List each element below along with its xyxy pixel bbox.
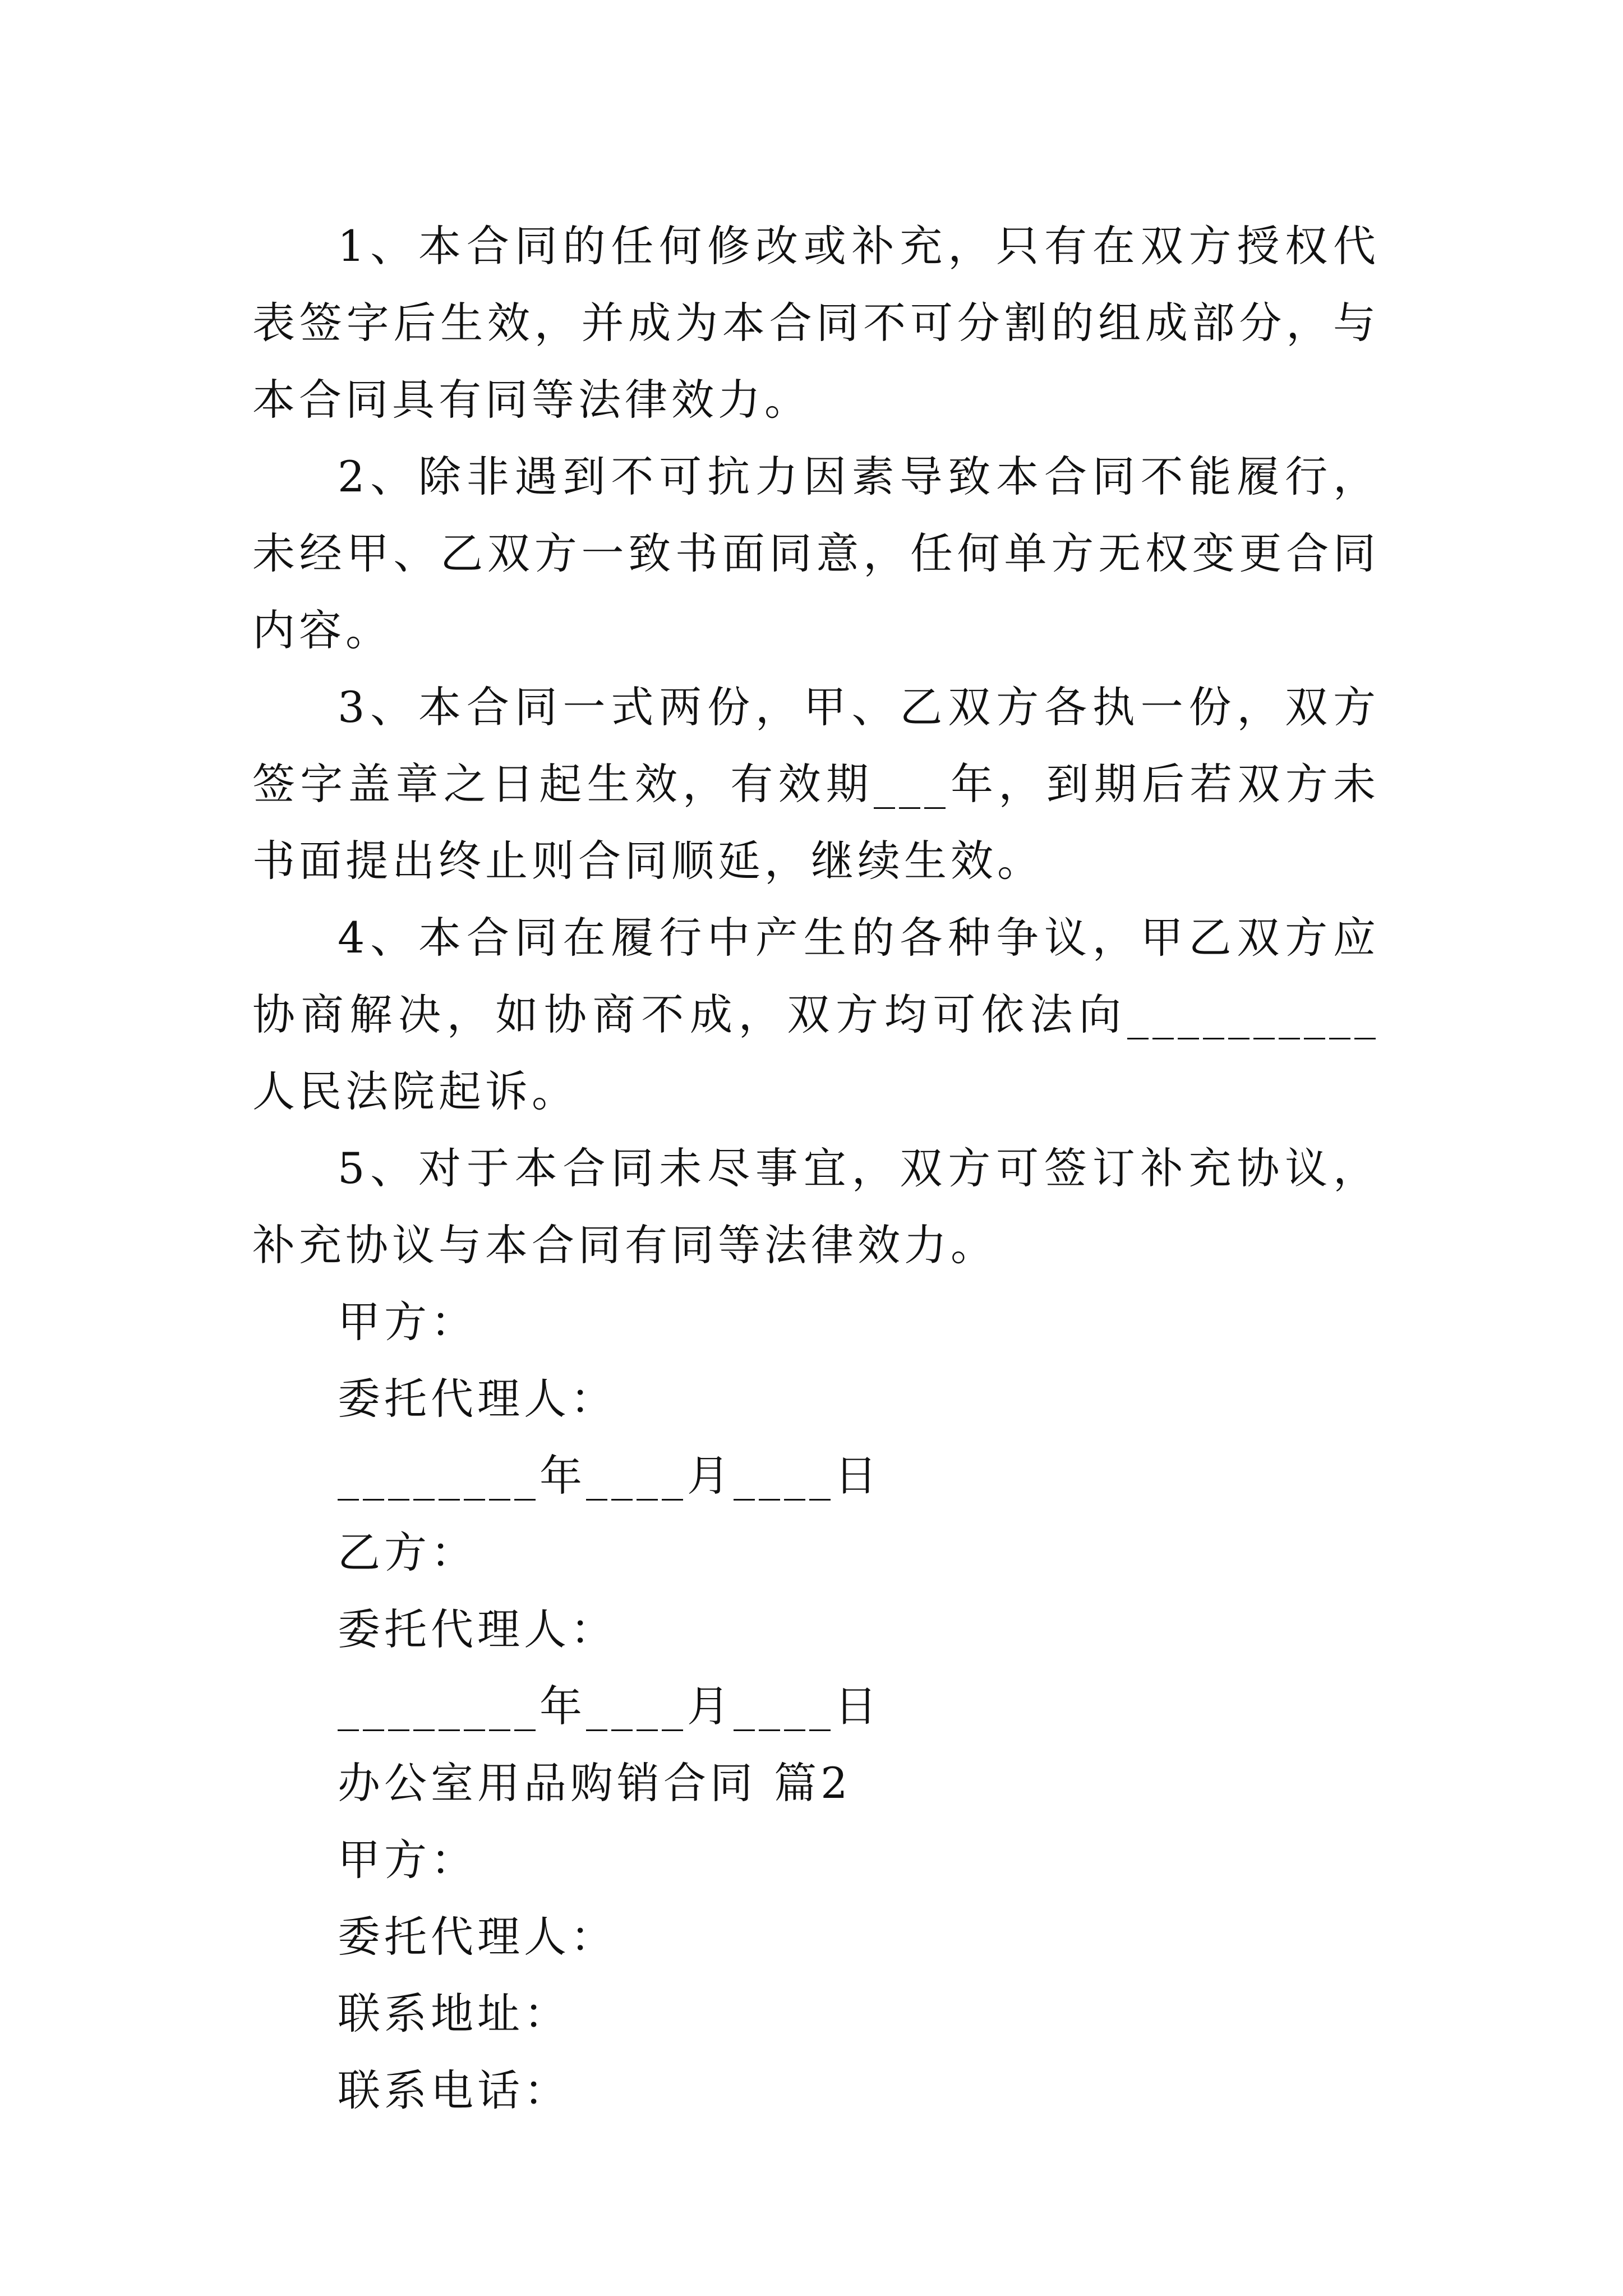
clause-5: 5、对于本合同未尽事宜，双方可签订补充协议，补充协议与本合同有同等法律效力。 xyxy=(252,1143,1380,1270)
document-body xyxy=(252,208,1380,2129)
section2-agent: 委托代理人： xyxy=(338,1912,617,1962)
party-a-date: ________年____月____日 xyxy=(338,1451,881,1501)
section2-party-a: 甲方： xyxy=(338,1835,477,1885)
party-a-label: 甲方： xyxy=(338,1297,477,1347)
party-b-agent: 委托代理人： xyxy=(338,1604,617,1654)
clause-1: 1、本合同的任何修改或补充，只有在双方授权代表签字后生效，并成为本合同不可分割的组成部分，与本合同具有同等法律效力。 xyxy=(252,221,1380,425)
party-a-agent: 委托代理人： xyxy=(338,1374,617,1424)
clause-3: 3、本合同一式两份，甲、乙双方各执一份，双方签字盖章之日起生效，有效期___年，到期后若双方未书面提出终止则合同顺延，继续生效。 xyxy=(252,682,1380,886)
party-b-date: ________年____月____日 xyxy=(338,1681,881,1731)
party-b-label: 乙方： xyxy=(338,1527,477,1577)
section2-phone: 联系电话： xyxy=(338,2065,570,2115)
clause-4: 4、本合同在履行中产生的各种争议，甲乙双方应协商解决，如协商不成，双方均可依法向__________人民法院起诉。 xyxy=(252,913,1380,1116)
section2-address: 联系地址： xyxy=(338,1989,570,2039)
section2-title: 办公室用品购销合同 篇2 xyxy=(338,1758,852,1808)
clause-2: 2、除非遇到不可抗力因素导致本合同不能履行，未经甲、乙双方一致书面同意，任何单方无权变更合同内容。 xyxy=(252,452,1380,655)
